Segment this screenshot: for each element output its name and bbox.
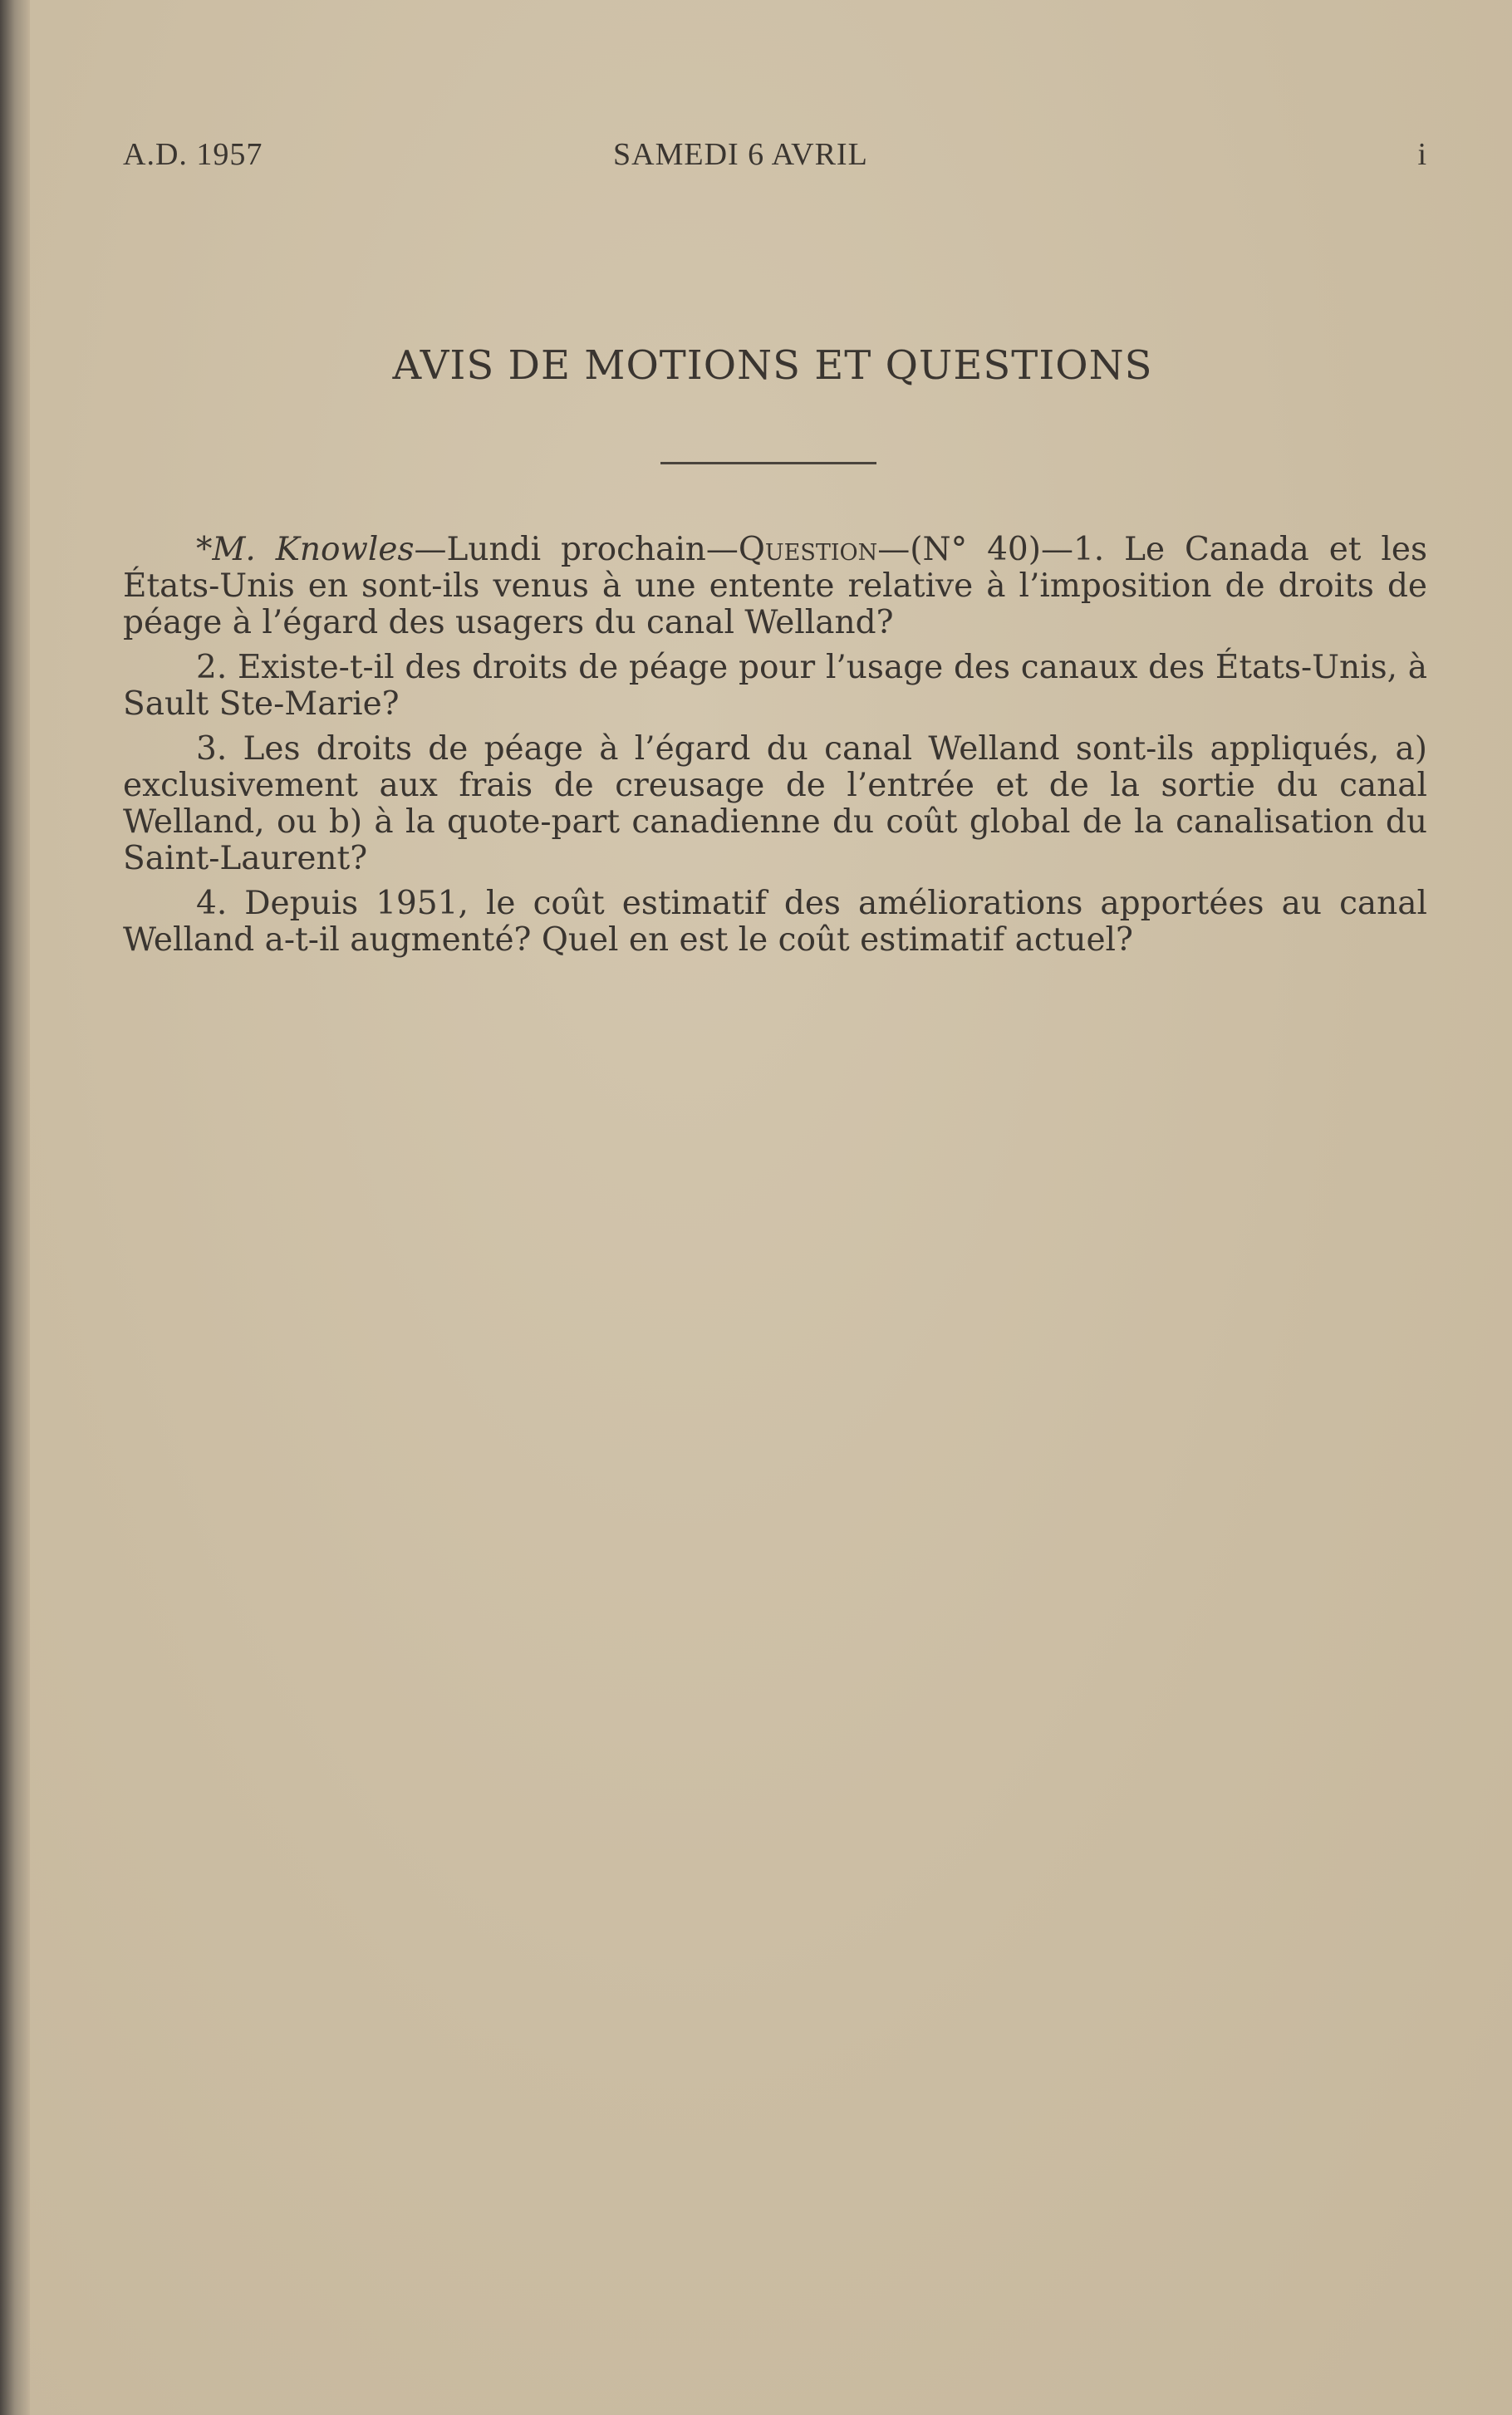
mover-name: *M. Knowles [196,531,415,568]
header-page-number: i [1417,137,1427,172]
motion-date: —Lundi prochain— [414,531,739,568]
title-rule [660,462,876,464]
running-head [123,136,1427,178]
question-4: 4. Depuis 1951, le coût estimatif des améliorations apportées au canal Welland a-t-il augmenté? Quel en est le coût estimatif actuel? [123,885,1427,959]
question-2: 2. Existe-t-il des droits de péage pour l’usage des canaux des États-Unis, à Sault Ste-Marie? [123,649,1427,723]
question-1-text: —(N° 40)—1. Le Canada et les États-Unis en sont-ils venus à une entente relative à l’imposition de droits de péage à l’égard des usagers du canal Welland? [123,531,1427,641]
page-title: AVIS DE MOTIONS ET QUESTIONS [392,342,1153,389]
notice-body [123,532,1427,967]
question-3: 3. Les droits de péage à l’égard du canal Welland sont-ils appliqués, a) exclusivement aux frais de creusage de l’entrée et de la sortie du canal Welland, ou b) à la quote-part canadienne du coût global de la canalisation du Saint-Laurent? [123,730,1427,877]
question-label: Question [738,531,878,568]
header-date: SAMEDI 6 AVRIL [613,137,868,172]
header-year: A.D. 1957 [123,137,263,172]
motion-paragraph [123,532,1427,641]
